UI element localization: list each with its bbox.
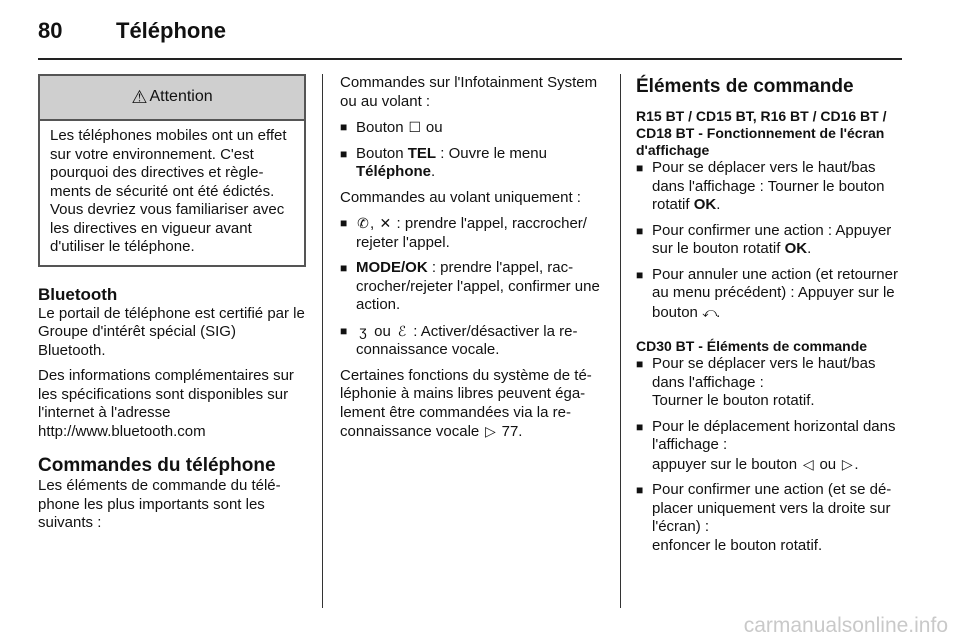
commandes-heading: Commandes du téléphone <box>38 455 276 476</box>
list-item: ■ Pour se déplacer vers le haut/bas dans l'affichage : Tourner le bouton rotatif OK. <box>636 159 906 215</box>
attention-header <box>40 76 304 121</box>
commandes-paragraph: Les éléments de commande du téléphone les plus importants sont les suivants : <box>38 477 281 531</box>
column-1 <box>38 74 306 540</box>
watermark: carmanualsonline.info <box>743 614 948 637</box>
column-3 <box>636 74 906 562</box>
back-icon: ⤺ <box>702 303 718 320</box>
bullet-list <box>340 214 606 360</box>
arrow-right-icon: ▷ <box>841 455 853 472</box>
attention-box <box>38 74 306 267</box>
attention-text: Les téléphones mobiles ont un effet sur votre environnement. C'est pourquoi des directives et règlements de sécurité ont été édictés. Vous devriez vous familiariser avec les directives en vigueur avant d'utiliser le téléphone. <box>50 127 287 255</box>
list-item: ■ Pour se déplacer vers le haut/bas dans l'affichage : Tourner le bouton rotatif. <box>636 355 906 411</box>
voice-mute-icon: ℰ <box>397 322 407 339</box>
phone-answer-icon: ✆ <box>357 215 369 231</box>
warning-icon: ⚠ <box>131 87 148 108</box>
intro-paragraph: Commandes sur l'Infotainment System ou au volant : <box>340 74 598 110</box>
outro-paragraph: Certaines fonctions du système de téléphonie à mains libres peuvent également être commandées via la reconnaissance vocale ▷ 77. <box>340 366 592 440</box>
intro-paragraph: Commandes au volant uniquement : <box>340 188 581 206</box>
page-title: Téléphone <box>116 18 227 43</box>
list-item: ■ Pour annuler une action (et retourner au menu précédent) : Appuyer sur le bouton ⤺. <box>636 266 906 323</box>
arrow-left-icon: ◁ <box>802 455 814 472</box>
bluetooth-heading: Bluetooth <box>38 284 118 304</box>
bluetooth-paragraph: Des informations complémentaires sur les spécifications sont disponibles sur l'internet à l'adresse <box>38 367 294 421</box>
bluetooth-url: http://www.bluetooth.com <box>38 422 206 440</box>
elements-heading: Éléments de commande <box>636 76 854 97</box>
list-item: ■ Bouton ☐ ou <box>340 118 606 138</box>
bluetooth-paragraph: Le portail de téléphone est certifié par le Groupe d'intérêt spécial (SIG) Bluetooth. <box>38 304 305 359</box>
voice-icon: ʒ <box>359 322 367 339</box>
bullet-list <box>636 159 906 322</box>
header-rule <box>38 58 902 60</box>
column-divider <box>620 74 621 608</box>
list-item: ■ ʒ ou ℰ : Activer/désactiver la reconnaissance vocale. <box>340 322 606 360</box>
phone-menu-icon: ☐ <box>408 119 421 135</box>
list-item: ■ MODE/OK : prendre l'appel, raccrocher/rejeter l'appel, confirmer une action. <box>340 259 606 315</box>
subheading: R15 BT / CD15 BT, R16 BT / CD16 BT / CD18 BT - Fonctionnement de l'écran d'affichage <box>636 108 887 158</box>
page-number: 80 <box>38 18 63 43</box>
bullet-list <box>636 355 906 555</box>
list-item: ■ Pour le déplacement horizontal dans l'affichage : appuyer sur le bouton ◁ ou ▷ . <box>636 418 906 475</box>
column-divider <box>322 74 323 608</box>
page-reference-icon: ▷ <box>485 423 496 439</box>
list-item: ■ ✆, ✕ : prendre l'appel, raccrocher/ rejeter l'appel. <box>340 214 606 252</box>
list-item: ■ Bouton TEL : Ouvre le menu Téléphone. <box>340 145 606 182</box>
subheading: CD30 BT - Éléments de commande <box>636 338 868 354</box>
attention-title: Attention <box>149 88 213 106</box>
list-item: ■ Pour confirmer une action (et se déplacer uniquement vers la droite sur l'écran) : enfoncer le bouton rotatif. <box>636 481 906 555</box>
phone-hangup-icon: ✕ <box>379 215 392 231</box>
list-item: ■ Pour confirmer une action : Appuyer sur le bouton rotatif OK. <box>636 222 906 259</box>
column-2 <box>340 74 606 449</box>
bullet-list <box>340 118 606 182</box>
